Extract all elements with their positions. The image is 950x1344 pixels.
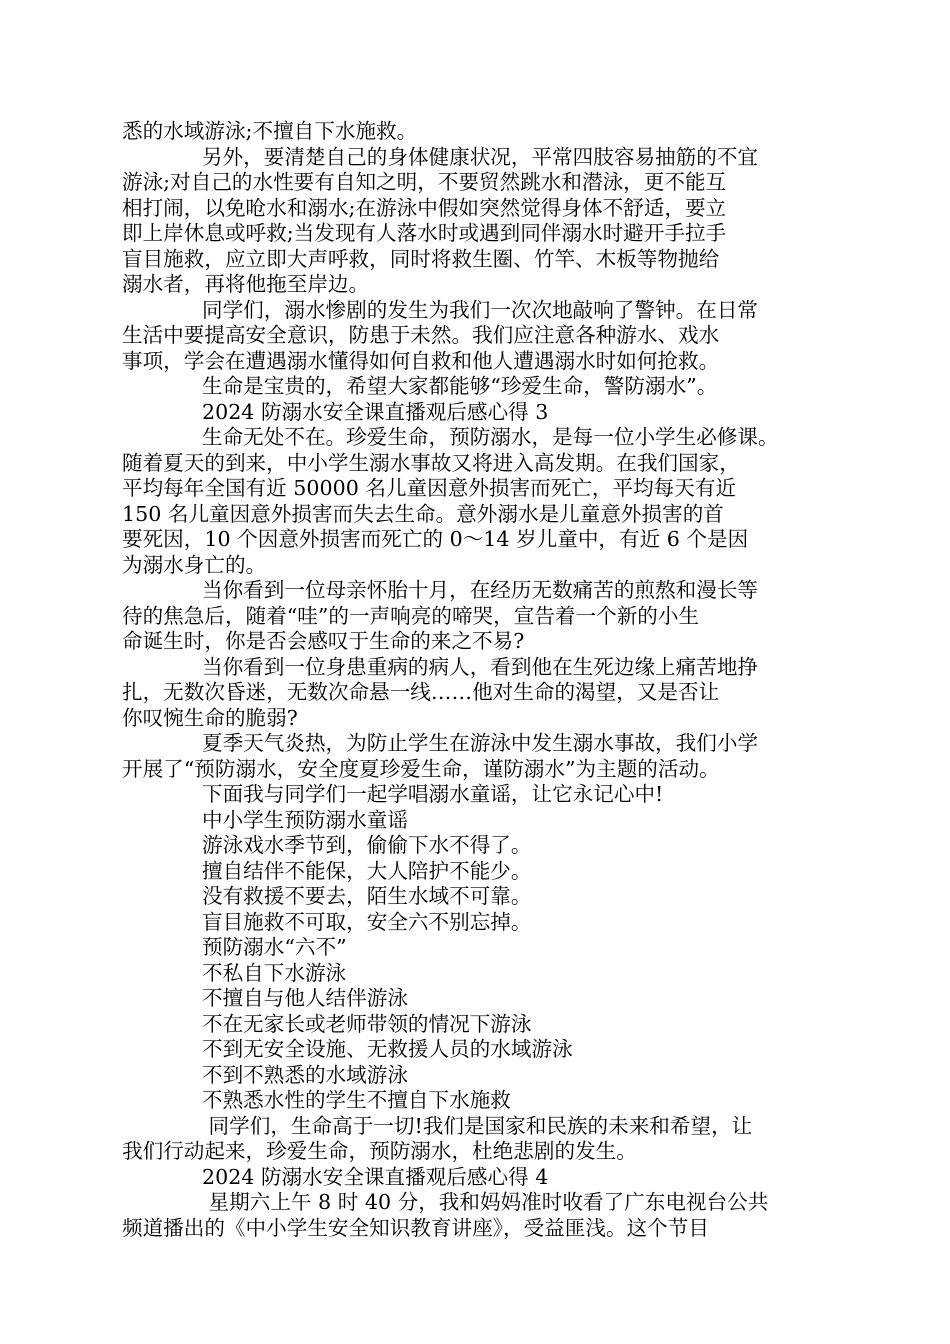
text-line: 同学们，溺水惨剧的发生为我们一次次地敲响了警钟。在日常: [202, 298, 759, 322]
text-line: 2024 防溺水安全课直播观后感心得 3: [202, 400, 549, 424]
text-line: 不到无安全设施、无救援人员的水域游泳: [202, 1037, 573, 1061]
text-line: 预防溺水“六不”: [202, 935, 347, 959]
text-line: 不私自下水游泳: [202, 961, 347, 985]
text-line: 相打闹，以免呛水和溺水;在游泳中假如突然觉得身体不舒适，要立: [122, 196, 727, 220]
text-line: 盲目施救不可取，安全六不别忘掉。: [202, 910, 532, 934]
text-line: 事项，学会在遭遇溺水懂得如何自救和他人遭遇溺水时如何抢救。: [122, 349, 720, 373]
text-line: 悉的水域游泳;不擅自下水施救。: [122, 119, 418, 143]
text-line: 下面我与同学们一起学唱溺水童谣，让它永记心中!: [202, 782, 664, 806]
text-line: 另外，要清楚自己的身体健康状况，平常四肢容易抽筋的不宜: [202, 145, 759, 169]
text-line: 没有救援不要去，陌生水域不可靠。: [202, 884, 532, 908]
text-line: 当你看到一位身患重病的病人，看到他在生死边缘上痛苦地挣: [202, 655, 759, 679]
text-line: 擅自结伴不能保，大人陪护不能少。: [202, 859, 532, 883]
text-line: 盲目施救，应立即大声呼救，同时将救生圈、竹竿、木板等物抛给: [122, 247, 720, 271]
text-line: 不在无家长或老师带领的情况下游泳: [202, 1012, 532, 1036]
text-line: 生命无处不在。珍爱生命，预防溺水，是每一位小学生必修课。: [202, 425, 779, 449]
text-line: 中小学生预防溺水童谣: [202, 808, 408, 832]
text-line: 不到不熟悉的水域游泳: [202, 1063, 408, 1087]
text-line: 2024 防溺水安全课直播观后感心得 4: [202, 1165, 549, 1189]
text-line: 游泳戏水季节到，偷偷下水不得了。: [202, 833, 532, 857]
text-line: 不熟悉水性的学生不擅自下水施救: [202, 1088, 511, 1112]
text-line: 同学们，生命高于一切!我们是国家和民族的未来和希望，让: [202, 1114, 753, 1138]
text-line: 频道播出的《中小学生安全知识教育讲座》，受益匪浅。这个节目: [122, 1216, 709, 1240]
text-line: 要死因，10 个因意外损害而死亡的 0～14 岁儿童中，有近 6 个是因: [122, 527, 749, 551]
text-line: 待的焦急后，随着“哇”的一声响亮的啼哭，宣告着一个新的小生: [122, 604, 700, 628]
text-line: 溺水者，再将他拖至岸边。: [122, 272, 370, 296]
text-line: 150 名儿童因意外损害而失去生命。意外溺水是儿童意外损害的首: [122, 502, 724, 526]
text-line: 开展了“预防溺水，安全度夏珍爱生命，谨防溺水”为主题的活动。: [122, 757, 720, 781]
text-line: 当你看到一位母亲怀胎十月，在经历无数痛苦的煎熬和漫长等: [202, 578, 759, 602]
text-line: 夏季天气炎热，为防止学生在游泳中发生溺水事故，我们小学: [202, 731, 759, 755]
text-line: 游泳;对自己的水性要有自知之明，不要贸然跳水和潜泳，更不能互: [122, 170, 727, 194]
text-line: 生命是宝贵的，希望大家都能够“珍爱生命，警防溺水”。: [202, 374, 718, 398]
text-line: 平均每年全国有近 50000 名儿童因意外损害而死亡，平均每天有近: [122, 476, 737, 500]
text-line: 生活中要提高安全意识，防患于未然。我们应注意各种游水、戏水: [122, 323, 720, 347]
text-line: 我们行动起来，珍爱生命，预防溺水，杜绝悲剧的发生。: [122, 1139, 637, 1163]
text-line: 为溺水身亡的。: [122, 553, 267, 577]
text-line: 命诞生时，你是否会感叹于生命的来之不易?: [122, 629, 525, 653]
text-line: 你叹惋生命的脆弱?: [122, 706, 298, 730]
text-line: 随着夏天的到来，中小学生溺水事故又将进入高发期。在我们国家，: [122, 451, 740, 475]
text-line: 即上岸休息或呼救;当发现有人落水时或遇到同伴溺水时避开手拉手: [122, 221, 727, 245]
text-line: 不擅自与他人结伴游泳: [202, 986, 408, 1010]
text-line: 星期六上午 8 时 40 分，我和妈妈准时收看了广东电视台公共: [202, 1190, 769, 1214]
text-line: 扎，无数次昏迷，无数次命悬一线……他对生命的渴望，又是否让: [122, 680, 720, 704]
